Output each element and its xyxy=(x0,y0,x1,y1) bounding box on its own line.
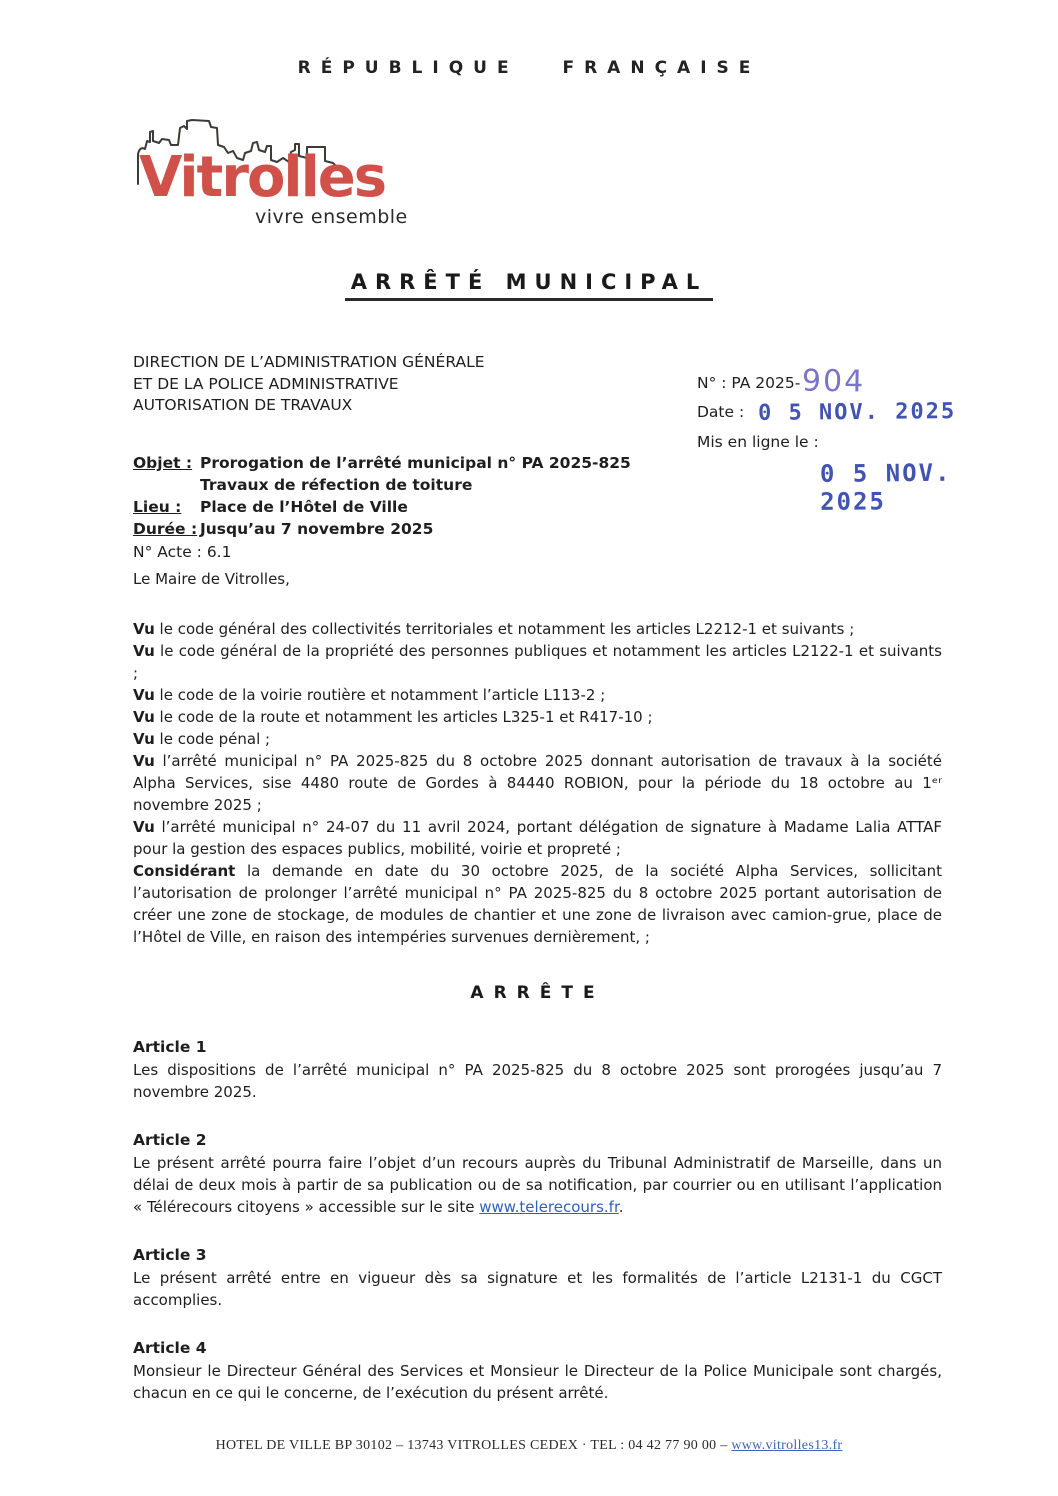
article-2 xyxy=(133,1129,942,1218)
objet-label: Objet : xyxy=(133,454,193,472)
lieu-value: Place de l’Hôtel de Ville xyxy=(200,498,408,516)
footer-address: HOTEL DE VILLE BP 30102 – 13743 VITROLLES CEDEX · TEL : 04 42 77 90 00 – xyxy=(215,1438,732,1453)
document-body xyxy=(133,568,942,1430)
recital-considerant: Considérant la demande en date du 30 octobre 2025, de la société Alpha Services, sollicitant l’autorisation de prolonger l’arrêté municipal n° PA 2025-825 du 8 octobre 2025 portant autorisation de créer une zone de stockage, de modules de chantier et une zone de livraison avec camion-grue, place de l’Hôtel de Ville, en raison des intempéries survenues dernièrement, ; xyxy=(133,862,942,946)
online-label: Mis en ligne le : xyxy=(697,433,819,451)
lieu-row xyxy=(133,496,833,518)
telerecours-link[interactable]: www.telerecours.fr xyxy=(479,1198,619,1216)
footer xyxy=(0,1438,1058,1454)
article-2-heading: Article 2 xyxy=(133,1131,207,1149)
lieu-label: Lieu : xyxy=(133,498,182,516)
direction-line-3: AUTORISATION DE TRAVAUX xyxy=(133,396,353,414)
recital-2: Vu le code général de la propriété des personnes publiques et notamment les articles L2122-1 et suivants ; xyxy=(133,642,942,682)
vitrolles-logo xyxy=(133,114,413,232)
article-1-heading: Article 1 xyxy=(133,1038,207,1056)
date-stamp: 0 5 NOV. 2025 xyxy=(758,399,957,426)
duree-row xyxy=(133,518,833,540)
recital-1: Vu le code général des collectivités territoriales et notamment les articles L2212-1 et suivants ; xyxy=(133,620,855,638)
direction-line-2: ET DE LA POLICE ADMINISTRATIVE xyxy=(133,374,399,393)
duree-value: Jusqu’au 7 novembre 2025 xyxy=(200,520,434,538)
date-label: Date : xyxy=(697,403,745,421)
objet-value-line1: Prorogation de l’arrêté municipal n° PA 2025-825 xyxy=(200,454,631,472)
objet-row xyxy=(133,452,833,474)
vitrolles-website-link[interactable]: www.vitrolles13.fr xyxy=(731,1438,843,1453)
handwritten-numero: 904 xyxy=(802,363,866,400)
article-2-body: Le présent arrêté pourra faire l’objet d’un recours auprès du Tribunal Administratif de Marseille, dans un délai de deux mois à partir de sa publication ou de sa notification, par courrier ou en utilisant l’application « Télérecours citoyens » accessible sur le site www.telerecours.fr. xyxy=(133,1154,942,1216)
logo-tagline: vivre ensemble xyxy=(255,206,408,228)
objet-row-2 xyxy=(133,474,833,496)
direction-line-1: DIRECTION DE L’ADMINISTRATION GÉNÉRALE xyxy=(133,353,485,371)
article-1-body: Les dispositions de l’arrêté municipal n° PA 2025-825 du 8 octobre 2025 sont prorogées jusqu’au 7 novembre 2025. xyxy=(133,1061,942,1101)
republique-header: RÉPUBLIQUE FRANÇAISE xyxy=(297,58,761,78)
article-4-heading: Article 4 xyxy=(133,1339,207,1357)
online-date-stamp: 0 5 NOV. 2025 xyxy=(819,458,952,516)
article-4-body: Monsieur le Directeur Général des Services et Monsieur le Directeur de la Police Municipale sont chargés, chacun en ce qui le concerne, de l’exécution du présent arrêté. xyxy=(133,1362,942,1402)
numero-line xyxy=(697,363,1027,400)
acte-line: N° Acte : 6.1 xyxy=(133,543,232,561)
date-line xyxy=(697,398,1027,426)
article-3-body: Le présent arrêté entre en vigueur dès sa signature et les formalités de l’article L2131-1 du CGCT accomplies. xyxy=(133,1269,942,1309)
recital-7: Vu l’arrêté municipal n° 24-07 du 11 avril 2024, portant délégation de signature à Madame Lalia ATTAF pour la gestion des espaces publics, mobilité, voirie et propreté ; xyxy=(133,818,942,858)
article-1 xyxy=(133,1036,942,1103)
objet-value-line2: Travaux de réfection de toiture xyxy=(200,476,473,494)
recital-5: Vu le code pénal ; xyxy=(133,730,271,748)
logo-wordmark: Vitrolles xyxy=(139,145,386,210)
document-title: ARRÊTÉ MUNICIPAL xyxy=(0,270,1058,301)
numero-label: N° : PA 2025- xyxy=(697,374,801,392)
arrete-heading: ARRÊTE xyxy=(470,983,605,1003)
article-3-heading: Article 3 xyxy=(133,1246,207,1264)
recital-3: Vu le code de la voirie routière et notamment l’article L113-2 ; xyxy=(133,686,606,704)
duree-label: Durée : xyxy=(133,520,198,538)
direction-block xyxy=(133,352,485,417)
article-4 xyxy=(133,1337,942,1404)
meta-block xyxy=(133,452,833,563)
salutation: Le Maire de Vitrolles, xyxy=(133,570,290,588)
recital-6: Vu l’arrêté municipal n° PA 2025-825 du 8 octobre 2025 donnant autorisation de travaux à la société Alpha Services, sise 4480 route de Gordes à 84440 ROBION, pour la période du 18 octobre au 1ᵉʳ novembre 2025 ; xyxy=(133,752,942,814)
article-3 xyxy=(133,1244,942,1311)
recital-4: Vu le code de la route et notamment les articles L325-1 et R417-10 ; xyxy=(133,708,653,726)
